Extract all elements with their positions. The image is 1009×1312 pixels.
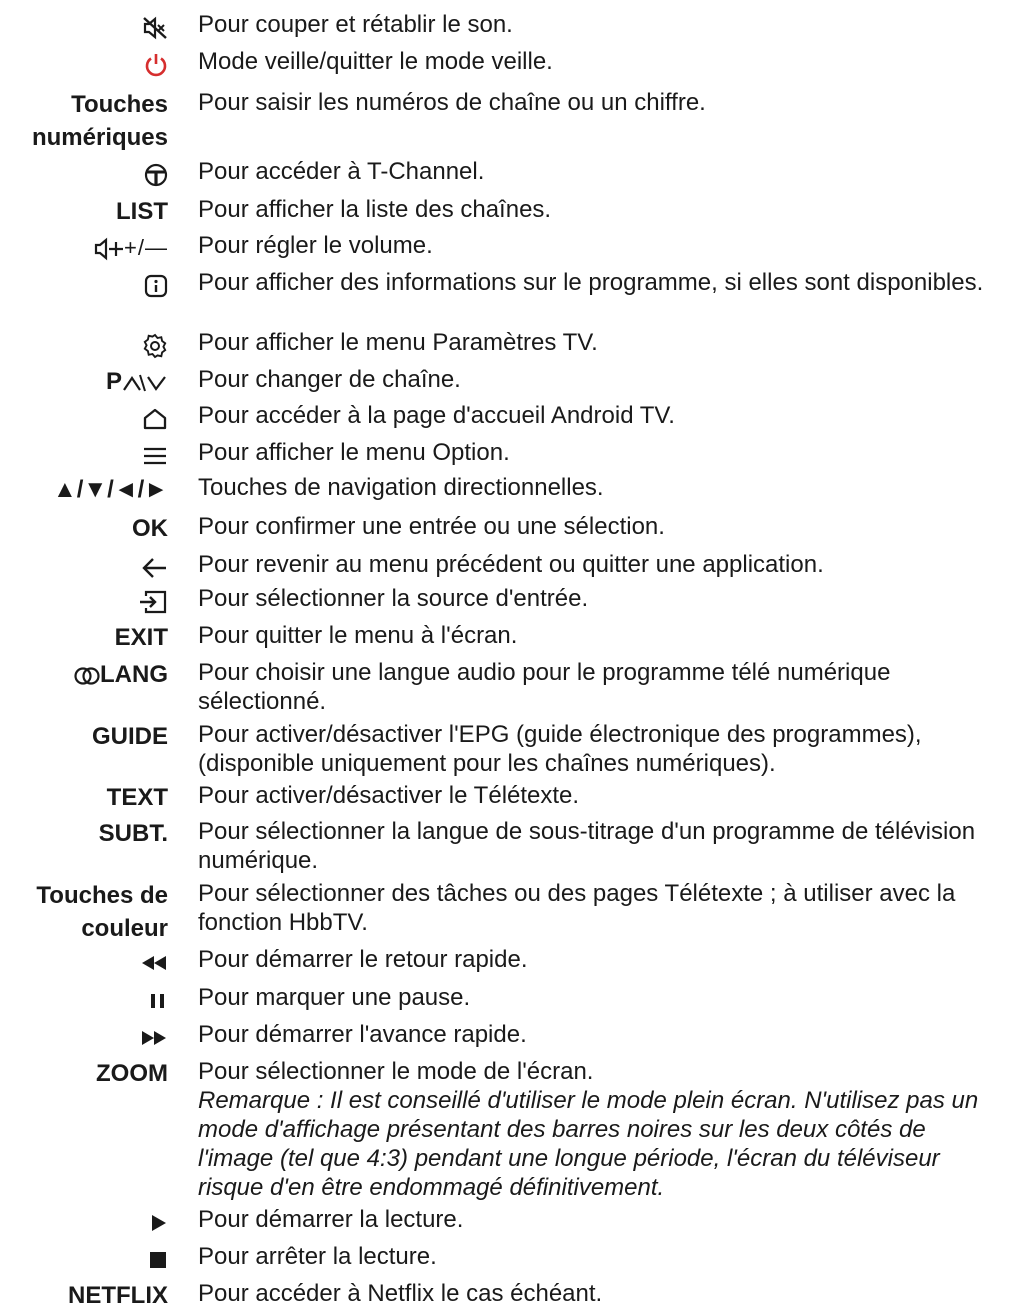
key-description [198,88,1003,117]
volume-plus-minus-label: +/— [124,235,168,260]
key-label [107,781,168,814]
key-description [198,983,1003,1012]
key-description [198,1205,1003,1234]
description-text: Pour quitter le menu à l'écran. [198,622,518,649]
key-text: LIST [116,198,168,225]
remark-note: Remarque : Il est conseillé d'utiliser le mode plein écran. N'utilisez pas un mode d'affichage présentant des barres noires sur les deux côtés de l'image (tel que 4:3) pendant une longue période, l'écran du téléviseur risque d'en être endommagé définitivement. [198,1087,979,1201]
description-text: Pour démarrer la lecture. [198,1206,464,1233]
menu-lines-icon [142,445,168,467]
key-label [92,720,168,753]
key-description [198,621,1003,650]
description-text: Pour saisir les numéros de chaîne ou un chiffre. [198,89,706,116]
key-text: OK [132,515,168,542]
key-description [198,720,1003,778]
description-text: Pour démarrer l'avance rapide. [198,1021,527,1048]
key-label [142,438,168,471]
key-description [198,1242,1003,1271]
key-label-line: couleur [81,915,168,942]
key-label [106,365,168,398]
info-icon [144,274,168,298]
rewind-icon [140,954,168,972]
key-label [140,945,168,978]
key-description [198,47,1003,76]
key-description [198,658,1003,716]
description-text: Pour démarrer le retour rapide. [198,946,528,973]
description-text: Pour afficher le menu Paramètres TV. [198,329,598,356]
key-label [94,231,168,264]
key-text: ZOOM [96,1060,168,1087]
description-text: Pour afficher des informations sur le programme, si elles sont disponibles. [198,269,984,296]
key-description [198,365,1003,394]
fast-forward-icon [140,1029,168,1047]
settings-gear-icon [142,333,168,359]
description-text: Touches de navigation directionnelles. [198,474,604,501]
key-description [198,438,1003,467]
key-text: ▲/▼/◄/► [52,476,168,503]
key-description [198,268,1003,297]
key-label-line: Touches de [36,882,168,909]
key-label [74,658,168,691]
key-label [144,268,168,301]
key-label [115,621,168,654]
key-label [150,1205,168,1238]
key-description [198,512,1003,541]
key-label [116,195,168,228]
key-description [198,157,1003,186]
key-label [36,879,168,945]
key-description [198,550,1003,579]
stop-icon [148,1250,168,1270]
key-label [148,983,168,1016]
key-description [198,1057,1003,1202]
description-text: Pour changer de chaîne. [198,366,461,393]
description-text: Pour accéder à la page d'accueil Android TV. [198,402,675,429]
key-description [198,945,1003,974]
key-label-line: numériques [31,124,168,151]
key-description [198,401,1003,430]
key-label [148,1242,168,1275]
home-icon [142,407,168,431]
key-label [142,328,168,361]
key-label [99,817,168,850]
key-text: LANG [100,661,168,688]
description-text: Pour accéder à Netflix le cas échéant. [198,1280,603,1307]
description-text: Pour marquer une pause. [198,984,471,1011]
key-label [140,550,168,583]
play-icon [150,1213,168,1233]
key-text: GUIDE [91,723,168,750]
key-label [68,1279,168,1312]
key-text: EXIT [114,624,168,651]
description-text: Pour sélectionner la langue de sous-titrage d'un programme de télévision numérique. [198,818,976,874]
key-description [198,195,1003,224]
key-label [53,473,168,506]
key-description [198,473,1003,502]
key-description [198,584,1003,613]
key-text: SUBT. [98,820,168,847]
key-text: NETFLIX [68,1282,168,1309]
description-text: Pour accéder à T-Channel. [198,158,485,185]
key-label [138,584,168,617]
pause-icon [148,992,168,1010]
key-description [198,817,1003,875]
key-description [198,328,1003,357]
key-label [132,512,168,545]
description-text: Pour activer/désactiver l'EPG (guide électronique des programmes), (disponible uniquement pour les chaînes numériques). [198,721,922,777]
key-label [96,1057,168,1090]
description-text: Pour confirmer une entrée ou une sélection. [198,513,665,540]
key-text: TEXT [106,784,168,811]
description-text: Pour afficher la liste des chaînes. [198,196,552,223]
key-label [144,47,168,80]
description-text: Pour régler le volume. [198,232,433,259]
input-source-icon [138,589,168,615]
key-label [142,10,168,43]
t-channel-icon [144,163,168,187]
back-arrow-icon [140,556,168,580]
channel-up-down-icon [122,372,168,394]
description-text: Pour afficher le menu Option. [198,439,510,466]
key-description [198,10,1003,39]
description-text: Pour sélectionner la source d'entrée. [198,585,589,612]
description-text: Pour arrêter la lecture. [198,1243,437,1270]
dual-audio-icon [74,665,100,687]
power-icon [144,52,168,78]
key-label [142,401,168,434]
key-label [144,157,168,190]
description-text: Pour choisir une langue audio pour le programme télé numérique sélectionné. [198,659,891,715]
key-label-line: Touches [71,91,168,118]
volume-icon [94,237,124,261]
mute-icon [142,16,168,40]
description-text: Pour activer/désactiver le Télétexte. [198,782,580,809]
description-text: Pour sélectionner le mode de l'écran. [198,1058,594,1085]
description-text: Pour couper et rétablir le son. [198,11,513,38]
description-text: Pour sélectionner des tâches ou des pages Télétexte ; à utiliser avec la fonction HbbTV. [198,880,956,936]
key-description [198,879,1003,937]
description-text: Mode veille/quitter le mode veille. [198,48,553,75]
key-description [198,781,1003,810]
key-description [198,231,1003,260]
description-text: Pour revenir au menu précédent ou quitter une application. [198,551,824,578]
key-text: P [105,368,122,395]
key-description [198,1020,1003,1049]
key-label [140,1020,168,1053]
key-label [32,88,168,154]
key-description [198,1279,1003,1308]
